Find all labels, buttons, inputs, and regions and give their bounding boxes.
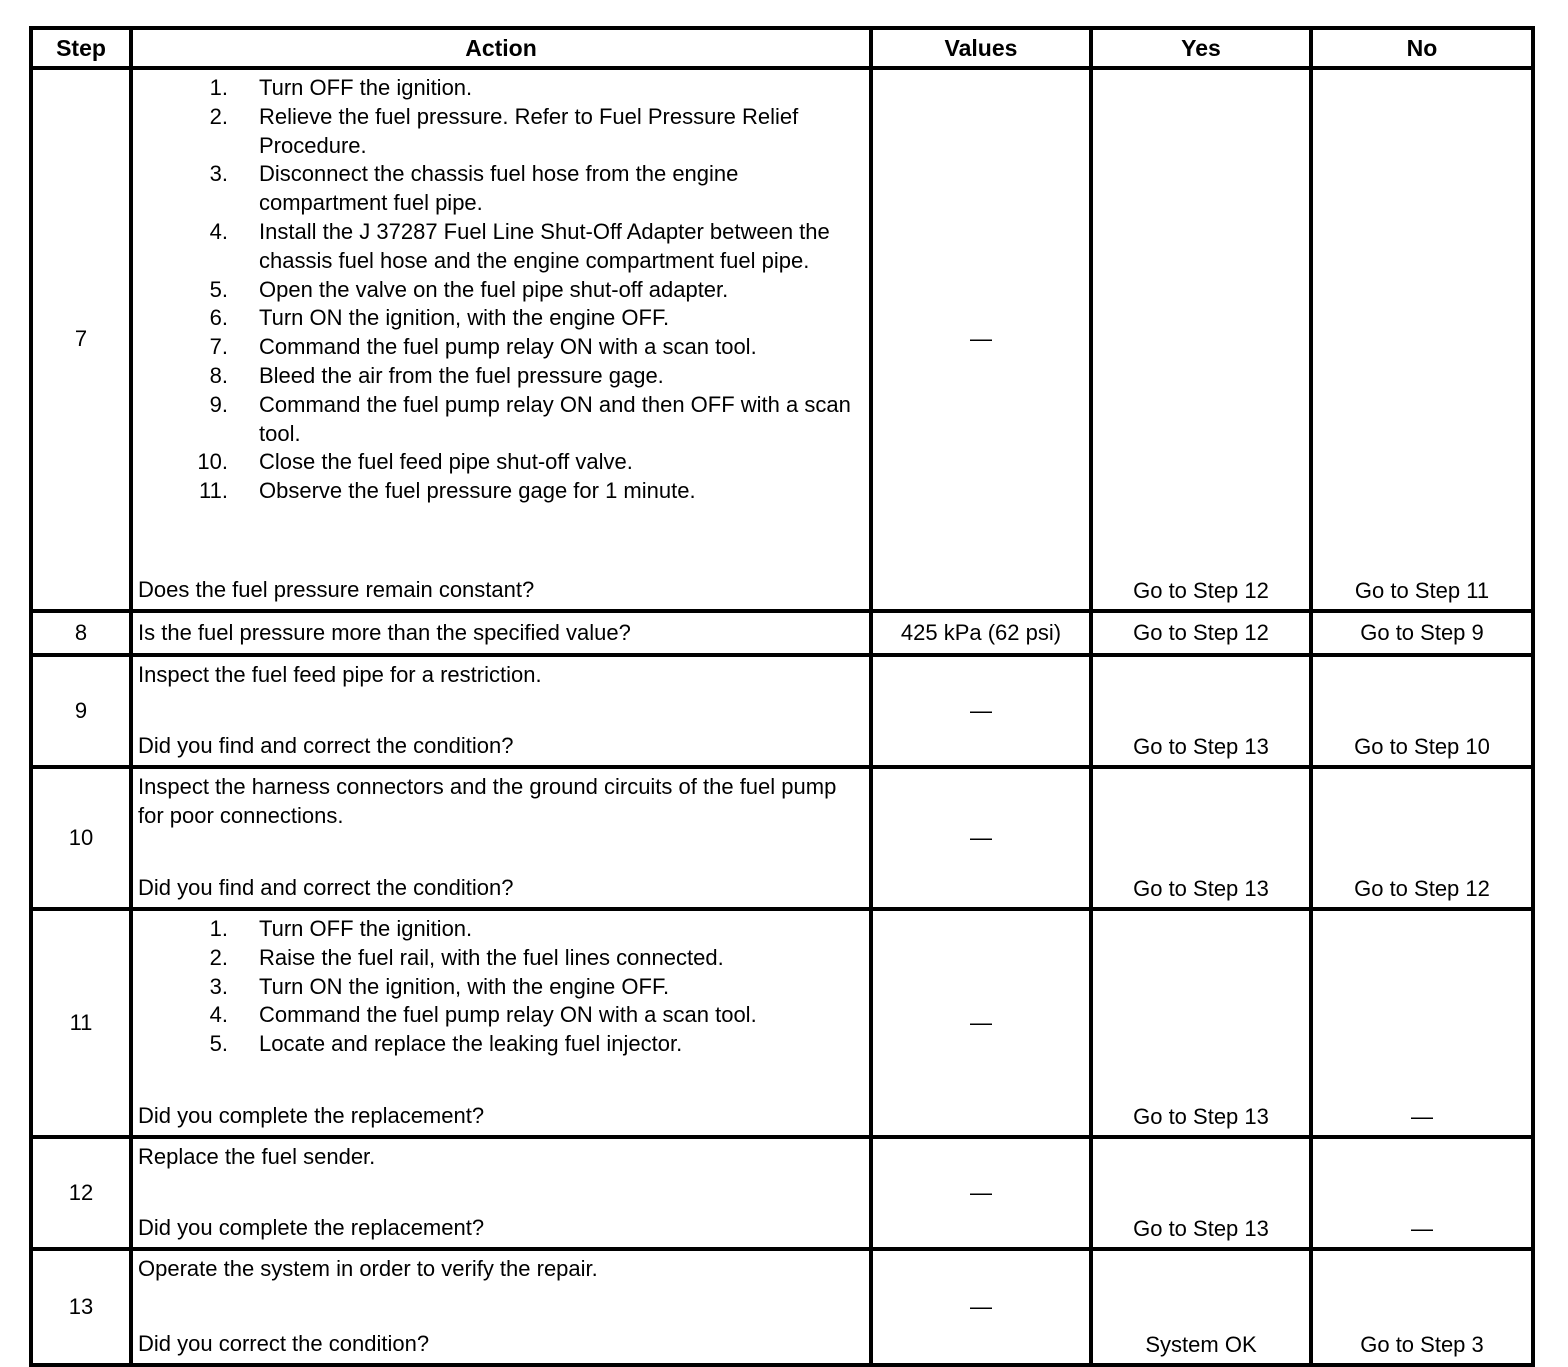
value-cell: — — [871, 1137, 1091, 1249]
step-instruction: Replace the fuel sender. — [138, 1144, 376, 1169]
list-item: 6. Turn ON the ignition, with the engine OFF. — [209, 305, 670, 331]
list-item: 2. Relieve the fuel pressure. Refer to Fuel Pressure Relief Procedure. — [209, 103, 799, 158]
value-cell: — — [871, 68, 1091, 611]
list-item: 2. Raise the fuel rail, with the fuel lines connected. — [209, 944, 724, 970]
action-cell — [131, 767, 871, 909]
table-row — [31, 1137, 1533, 1249]
no-cell: Go to Step 10 — [1311, 655, 1533, 767]
list-item: 4. Install the J 37287 Fuel Line Shut-Off Adapter between the chassis fuel hose and the engine compartment fuel pipe. — [209, 218, 830, 273]
table-row — [31, 1249, 1533, 1365]
no-cell: Go to Step 12 — [1311, 767, 1533, 909]
action-cell — [131, 1249, 871, 1365]
list-item: 1. Turn OFF the ignition. — [209, 75, 473, 100]
header-step: Step — [31, 28, 131, 68]
list-item: 8. Bleed the air from the fuel pressure gage. — [209, 362, 664, 388]
value-cell: — — [871, 1249, 1091, 1365]
no-cell: — — [1311, 1137, 1533, 1249]
yes-cell: Go to Step 12 — [1091, 611, 1311, 655]
table-row — [31, 611, 1533, 655]
yes-cell: Go to Step 12 — [1091, 68, 1311, 611]
step-instruction: Inspect the fuel feed pipe for a restriction. — [138, 662, 542, 687]
yes-cell: Go to Step 13 — [1091, 1137, 1311, 1249]
yes-cell: System OK — [1091, 1249, 1311, 1365]
list-item: 5. Locate and replace the leaking fuel injector. — [209, 1031, 683, 1057]
list-item: 11. Observe the fuel pressure gage for 1 minute. — [199, 478, 696, 504]
action-cell — [131, 68, 871, 611]
action-cell — [131, 1137, 871, 1249]
list-item: 7. Command the fuel pump relay ON with a scan tool. — [209, 334, 757, 360]
header-values: Values — [871, 28, 1091, 68]
header-yes: Yes — [1091, 28, 1311, 68]
step-number: 11 — [31, 909, 131, 1137]
step-question: Did you find and correct the condition? — [138, 733, 514, 759]
no-cell: — — [1311, 909, 1533, 1137]
value-cell: — — [871, 655, 1091, 767]
step-question: Does the fuel pressure remain constant? — [138, 577, 535, 603]
list-item: 3. Turn ON the ignition, with the engine OFF. — [209, 973, 670, 999]
list-item: 10. Close the fuel feed pipe shut-off valve. — [197, 449, 633, 475]
step-question: Did you correct the condition? — [138, 1331, 430, 1357]
step-question: Did you find and correct the condition? — [138, 875, 514, 901]
step-instruction: Inspect the harness connectors and the ground circuits of the fuel pump for poor connections. — [138, 774, 837, 828]
step-instruction: Operate the system in order to verify the repair. — [138, 1256, 598, 1281]
no-cell: Go to Step 11 — [1311, 68, 1533, 611]
step-number: 7 — [31, 68, 131, 611]
no-cell: Go to Step 9 — [1311, 611, 1533, 655]
step-number: 13 — [31, 1249, 131, 1365]
step-question: Did you complete the replacement? — [138, 1103, 485, 1129]
table-row — [31, 655, 1533, 767]
step-number: 10 — [31, 767, 131, 909]
action-cell — [131, 909, 871, 1137]
list-item: 9. Command the fuel pump relay ON and then OFF with a scan tool. — [209, 391, 851, 446]
list-item: 1. Turn OFF the ignition. — [209, 916, 473, 941]
step-number: 9 — [31, 655, 131, 767]
step-question: Is the fuel pressure more than the specified value? — [131, 611, 871, 655]
no-cell: Go to Step 3 — [1311, 1249, 1533, 1365]
step-question: Did you complete the replacement? — [138, 1215, 485, 1241]
list-item: 5. Open the valve on the fuel pipe shut-off adapter. — [209, 276, 729, 302]
diagnostic-table — [29, 26, 1535, 1367]
yes-cell: Go to Step 13 — [1091, 909, 1311, 1137]
header-row — [31, 28, 1533, 68]
header-action: Action — [131, 28, 871, 68]
action-list — [138, 74, 865, 506]
list-item: 3. Disconnect the chassis fuel hose from the engine compartment fuel pipe. — [209, 161, 739, 216]
table-row — [31, 68, 1533, 611]
value-cell: — — [871, 767, 1091, 909]
header-no: No — [1311, 28, 1533, 68]
yes-cell: Go to Step 13 — [1091, 655, 1311, 767]
step-number: 8 — [31, 611, 131, 655]
list-item: 4. Command the fuel pump relay ON with a scan tool. — [209, 1002, 757, 1028]
value-cell: — — [871, 909, 1091, 1137]
step-number: 12 — [31, 1137, 131, 1249]
action-list — [138, 915, 865, 1059]
table-row — [31, 909, 1533, 1137]
action-cell — [131, 655, 871, 767]
table-row — [31, 767, 1533, 909]
yes-cell: Go to Step 13 — [1091, 767, 1311, 909]
value-cell: 425 kPa (62 psi) — [871, 611, 1091, 655]
